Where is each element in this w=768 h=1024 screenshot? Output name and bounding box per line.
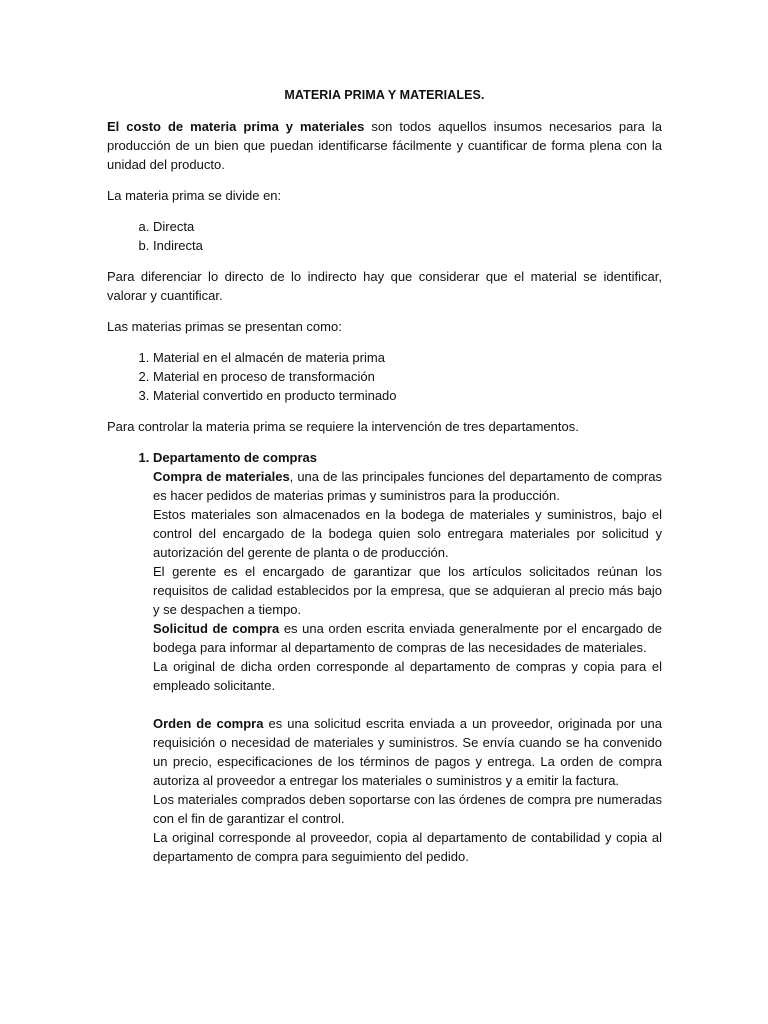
page-title: MATERIA PRIMA Y MATERIALES.	[284, 88, 485, 102]
original-paragraph: La original corresponde al proveedor, copia al departamento de contabilidad y copia al departamento de compra para seguimiento del pedido.	[153, 830, 662, 864]
intro-bold-term: El costo de materia prima y materiales	[107, 119, 365, 134]
list-item: 2. Material en proceso de transformación	[153, 367, 662, 386]
division-paragraph: La materia prima se divide en:	[107, 188, 282, 203]
list-item: b. Indirecta	[153, 236, 662, 255]
division-list	[107, 217, 662, 255]
manager-paragraph: El gerente es el encargado de garantizar que los artículos solicitados reúnan los requisitos de calidad establecidos por la empresa, que se adquieran al precio más bajo y se despachen a tiempo.	[153, 564, 662, 617]
order-paragraph	[153, 714, 662, 790]
storage-paragraph: Estos materiales son almacenados en la bodega de materiales y suministros, bajo el control del encargado de la bodega quien solo entregara materiales por solicitud y autorización del gerente de planta o de producción.	[153, 507, 662, 560]
list-item: 3. Material convertido en producto terminado	[153, 386, 662, 405]
request-copy-paragraph: La original de dicha orden corresponde al departamento de compras y copia para el empleado solicitante.	[153, 659, 662, 693]
department-list	[107, 448, 662, 866]
differentiate-paragraph: Para diferenciar lo directo de lo indirecto hay que considerar que el material se identificar, valorar y cuantificar.	[107, 269, 662, 303]
purchase-paragraph	[153, 467, 662, 505]
supported-paragraph: Los materiales comprados deben soportarse con las órdenes de compra pre numeradas con el fin de garantizar el control.	[153, 792, 662, 826]
intro-text: son todos aquellos insumos necesarios para la producción de un bien que puedan identificarse fácilmente y cuantificar de forma plena con la unidad del producto.	[107, 119, 662, 172]
request-bold-term: Solicitud de compra	[153, 621, 280, 636]
list-item: 1. Material en el almacén de materia prima	[153, 348, 662, 367]
list-item: a. Directa	[153, 217, 662, 236]
spacer	[153, 695, 662, 714]
order-bold-term: Orden de compra	[153, 716, 264, 731]
purchase-bold-term: Compra de materiales	[153, 469, 290, 484]
control-paragraph: Para controlar la materia prima se requiere la intervención de tres departamentos.	[107, 419, 579, 434]
order-text: es una solicitud escrita enviada a un proveedor, originada por una requisición o necesidad de materiales y suministros. Se envía cuando se ha convenido un precio, especificaciones de los términos de pagos y entrega. La orden de compra autoriza al proveedor a entregar los materiales o suministros y a emitir la factura.	[153, 716, 663, 788]
request-paragraph	[153, 619, 662, 657]
document-page	[107, 86, 662, 878]
purchase-text: , una de las principales funciones del departamento de compras es hacer pedidos de materias primas y suministros para la producción.	[153, 469, 662, 503]
request-text: es una orden escrita enviada generalmente por el encargado de bodega para informar al departamento de compras de las necesidades de materiales.	[153, 621, 662, 655]
presented-list	[107, 348, 662, 405]
department-item	[153, 448, 662, 866]
department-title: 1. Departamento de compras	[153, 450, 317, 465]
presented-paragraph: Las materias primas se presentan como:	[107, 319, 342, 334]
intro-paragraph	[107, 117, 662, 174]
